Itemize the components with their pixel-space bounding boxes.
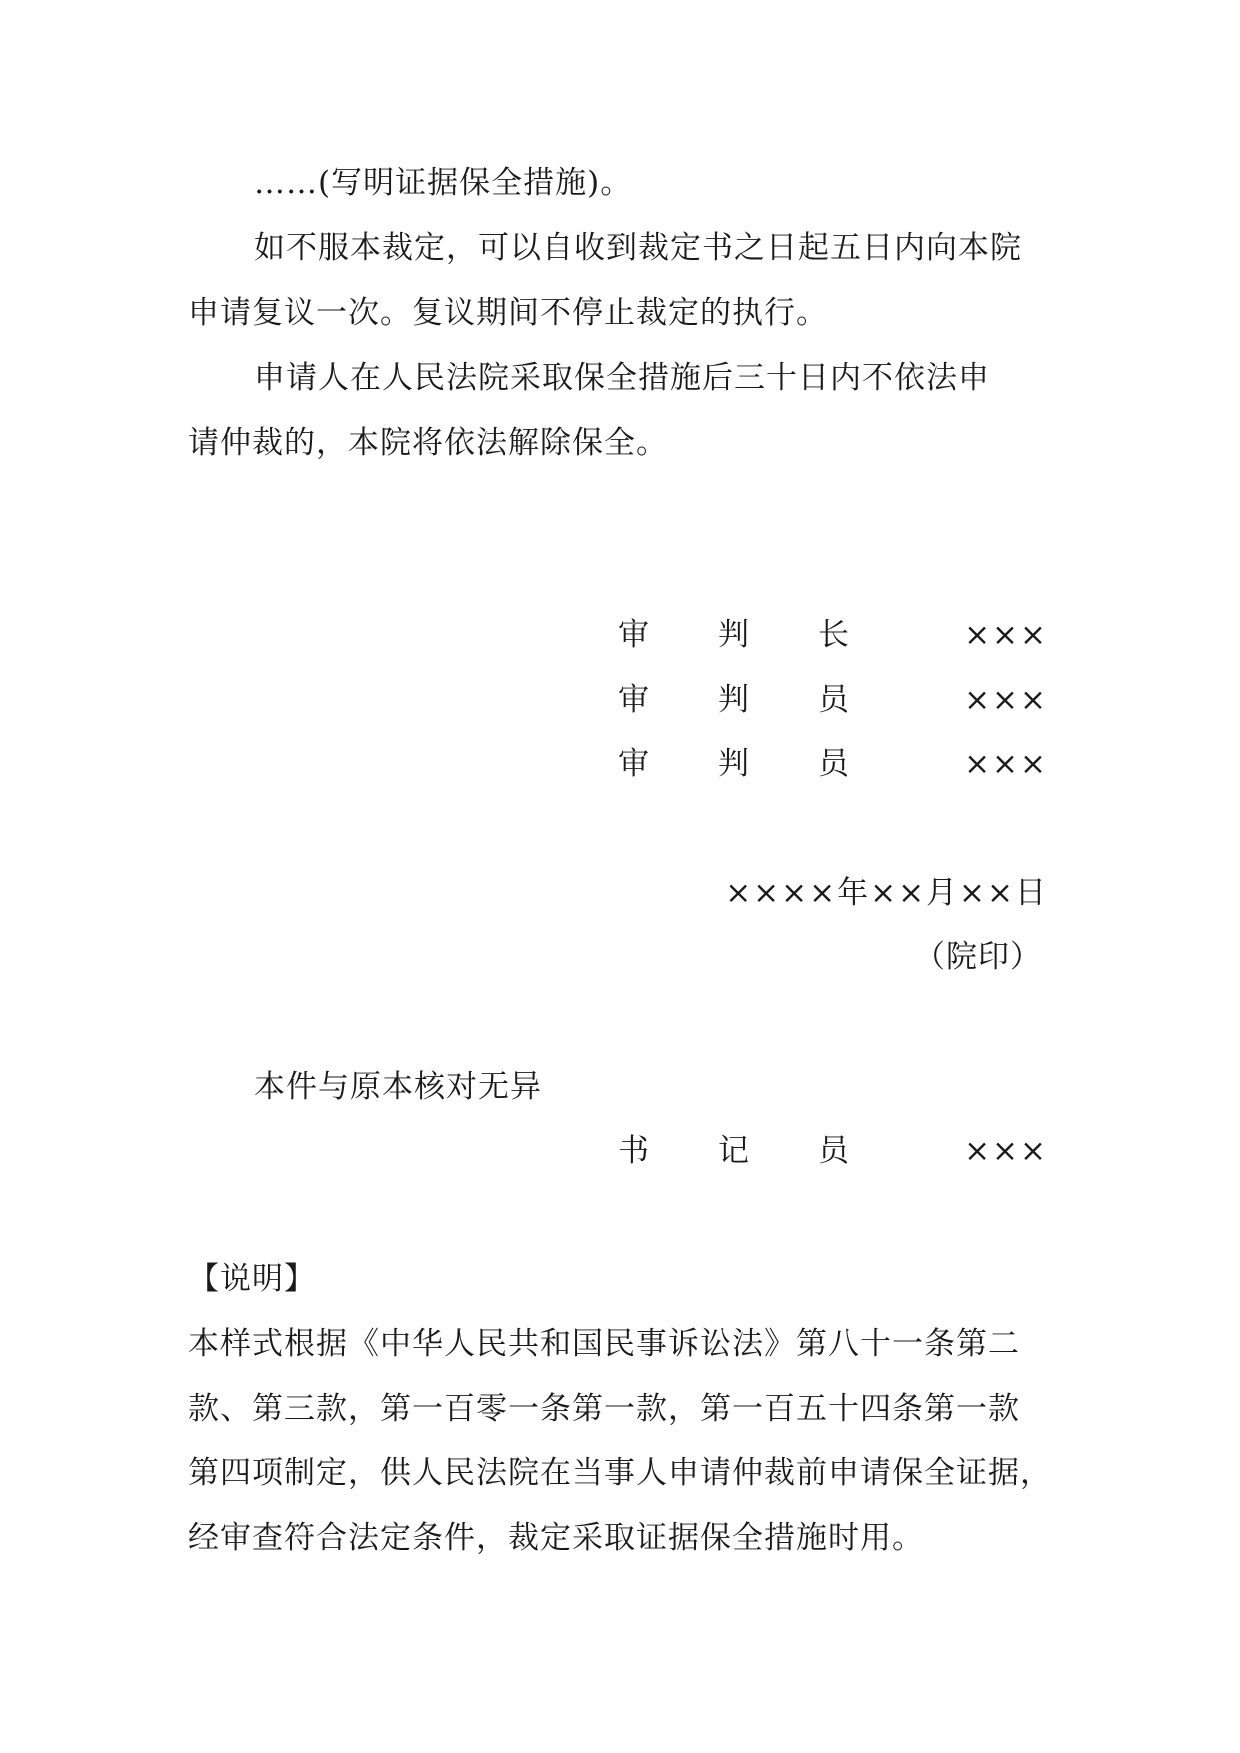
clerk-char-1: 书 <box>618 1133 649 1169</box>
clerk-char-2: 记 <box>718 1133 749 1169</box>
signature-char-3: 长 <box>818 617 849 653</box>
signature-char-3: 员 <box>818 746 849 782</box>
certify-line: 本件与原本核对无异 <box>254 1069 542 1105</box>
measures-line: ……(写明证据保全措施)。 <box>254 165 633 201</box>
signature-row-judge-1 <box>618 680 1048 720</box>
signature-row-clerk <box>618 1131 1048 1171</box>
note-line-1: 本样式根据《中华人民共和国民事诉讼法》第八十一条第二 <box>188 1326 1020 1362</box>
appeal-line-1: 如不服本裁定，可以自收到裁定书之日起五日内向本院 <box>254 230 1022 266</box>
note-line-3: 第四项制定，供人民法院在当事人申请仲裁前申请保全证据， <box>188 1455 1052 1491</box>
signature-char-1: 审 <box>618 617 649 653</box>
signature-name: ××× <box>964 746 1048 782</box>
signature-char-2: 判 <box>718 617 749 653</box>
signature-row-judge-2 <box>618 744 1048 784</box>
ruling-date: ××××年××月××日 <box>725 875 1048 911</box>
court-seal: （院印） <box>914 939 1042 975</box>
signature-char-2: 判 <box>718 682 749 718</box>
signature-char-3: 员 <box>818 682 849 718</box>
signature-name: ××× <box>964 682 1048 718</box>
note-heading: 【说明】 <box>188 1261 316 1297</box>
signature-char-1: 审 <box>618 682 649 718</box>
signature-char-2: 判 <box>718 746 749 782</box>
clerk-name: ××× <box>964 1133 1048 1169</box>
appeal-line-2: 申请复议一次。复议期间不停止裁定的执行。 <box>188 295 828 331</box>
note-line-4: 经审查符合法定条件，裁定采取证据保全措施时用。 <box>188 1520 924 1556</box>
signature-char-1: 审 <box>618 746 649 782</box>
note-line-2: 款、第三款，第一百零一条第一款，第一百五十四条第一款 <box>188 1391 1020 1427</box>
signature-name: ××× <box>964 617 1048 653</box>
signature-row-presiding-judge <box>618 615 1048 655</box>
release-line-2: 请仲裁的，本院将依法解除保全。 <box>188 425 668 461</box>
clerk-char-3: 员 <box>818 1133 849 1169</box>
release-line-1: 申请人在人民法院采取保全措施后三十日内不依法申 <box>254 360 990 396</box>
